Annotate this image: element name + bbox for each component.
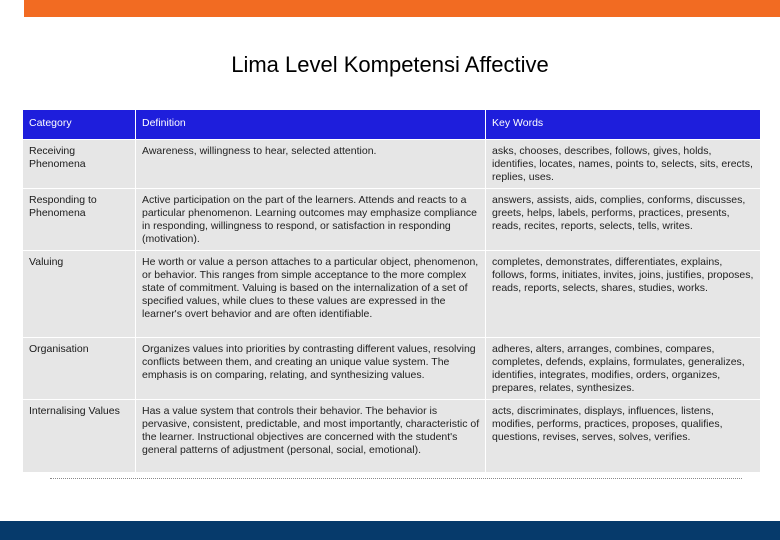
- bottom-accent-bar: [0, 521, 780, 540]
- page-title: Lima Level Kompetensi Affective: [231, 52, 549, 77]
- header-definition: Definition: [136, 110, 486, 140]
- keywords-cell: adheres, alters, arranges, combines, compares, completes, defends, explains, formulates, generalizes, identifies, integrates, modifies, orders, organizes, prepares, relates, synthesizes.: [486, 338, 761, 400]
- table-header-row: [23, 110, 761, 140]
- category-cell: Receiving Phenomena: [23, 140, 136, 189]
- table-row: [23, 140, 761, 189]
- definition-cell: Has a value system that controls their behavior. The behavior is pervasive, consistent, predictable, and most importantly, characteristic of the learner. Instructional objectives are concerned with the student's general patterns of adjustment (personal, social, emotional).: [136, 400, 486, 473]
- top-accent-bar: [0, 0, 780, 17]
- keywords-cell: acts, discriminates, displays, influences, listens, modifies, performs, practices, proposes, qualifies, questions, revises, serves, solves, verifies.: [486, 400, 761, 473]
- definition-cell: Active participation on the part of the learners. Attends and reacts to a particular phenomenon. Learning outcomes may emphasize compliance in responding, willingness to respond, or satisfaction in responding (motivation).: [136, 189, 486, 251]
- dotted-divider: [50, 478, 742, 479]
- definition-cell: Awareness, willingness to hear, selected attention.: [136, 140, 486, 189]
- keywords-cell: completes, demonstrates, differentiates, explains, follows, forms, initiates, invites, joins, justifies, proposes, reads, reports, selects, shares, studies, works.: [486, 251, 761, 338]
- keywords-cell: asks, chooses, describes, follows, gives, holds, identifies, locates, names, points to, selects, sits, erects, replies, uses.: [486, 140, 761, 189]
- keywords-cell: answers, assists, aids, complies, conforms, discusses, greets, helps, labels, performs, practices, presents, reads, recites, reports, selects, tells, writes.: [486, 189, 761, 251]
- category-cell: Responding to Phenomena: [23, 189, 136, 251]
- table-row: [23, 251, 761, 338]
- category-cell: Valuing: [23, 251, 136, 338]
- header-key-words: Key Words: [486, 110, 761, 140]
- category-cell: Organisation: [23, 338, 136, 400]
- table-row: [23, 189, 761, 251]
- top-bar-notch: [0, 0, 24, 17]
- table-row: [23, 338, 761, 400]
- definition-cell: He worth or value a person attaches to a particular object, phenomenon, or behavior. This ranges from simple acceptance to the more complex state of commitment. Valuing is based on the internalization of a set of specified values, while clues to these values are expressed in the learner's overt behavior and are often identifiable.: [136, 251, 486, 338]
- table-row: [23, 400, 761, 473]
- definition-cell: Organizes values into priorities by contrasting different values, resolving conflicts between them, and creating an unique value system. The emphasis is on comparing, relating, and synthesizing values.: [136, 338, 486, 400]
- competency-table: [22, 109, 761, 473]
- category-cell: Internalising Values: [23, 400, 136, 473]
- header-category: Category: [23, 110, 136, 140]
